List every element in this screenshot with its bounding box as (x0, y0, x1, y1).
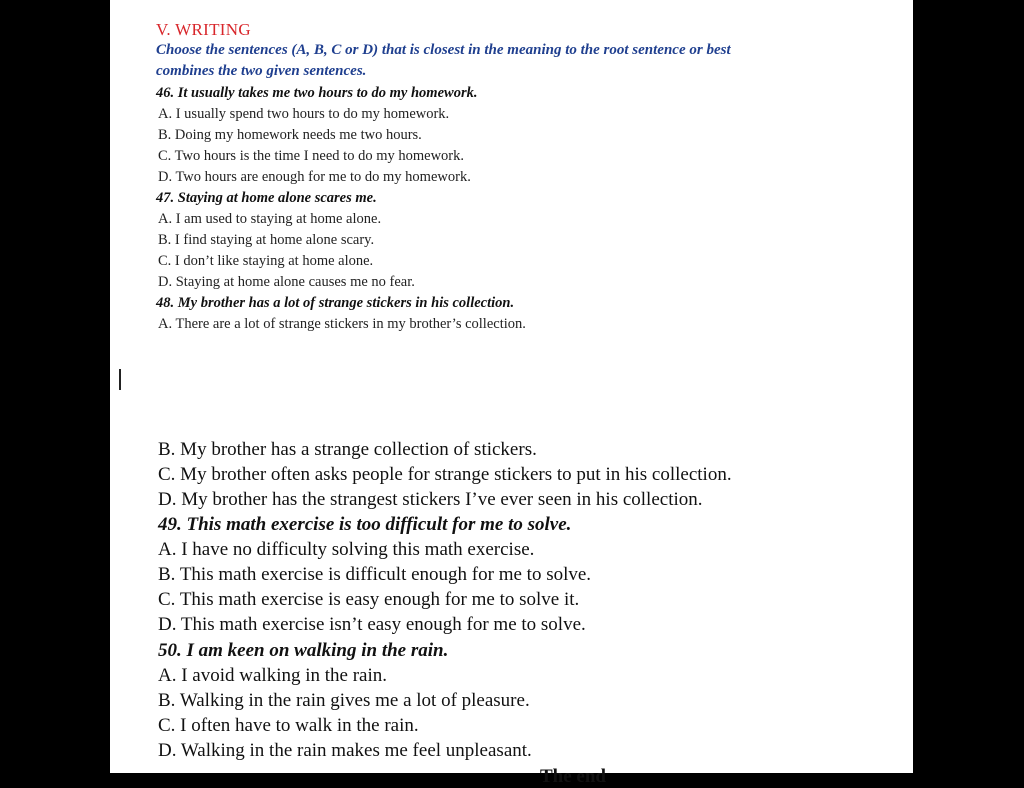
question-49-option-c: C. This math exercise is easy enough for me to solve it. (158, 589, 580, 610)
question-50-prompt: 50. I am keen on walking in the rain. (158, 640, 449, 661)
question-49-option-b: B. This math exercise is difficult enough for me to solve. (158, 564, 592, 585)
question-47-option-d: D. Staying at home alone causes me no fear. (158, 274, 415, 290)
question-48-prompt: 48. My brother has a lot of strange stickers in his collection. (156, 295, 515, 311)
question-46-prompt: 46. It usually takes me two hours to do my homework. (156, 85, 478, 101)
document-page (110, 0, 913, 787)
question-47-prompt: 47. Staying at home alone scares me. (156, 190, 377, 206)
section-title: V. WRITING (156, 20, 251, 39)
question-46-option-a: A. I usually spend two hours to do my homework. (158, 106, 450, 122)
instruction-line-1: Choose the sentences (A, B, C or D) that is closest in the meaning to the root sentence or best (156, 42, 731, 58)
question-48-option-a: A. There are a lot of strange stickers in my brother’s collection. (158, 316, 526, 332)
question-48-option-c: C. My brother often asks people for strange stickers to put in his collection. (158, 464, 732, 485)
question-49-prompt: 49. This math exercise is too difficult for me to solve. (158, 514, 572, 535)
question-47-option-c: C. I don’t like staying at home alone. (158, 253, 374, 269)
question-46-option-d: D. Two hours are enough for me to do my homework. (158, 169, 471, 185)
question-46-option-c: C. Two hours is the time I need to do my homework. (158, 148, 465, 164)
question-46-option-b: B. Doing my homework needs me two hours. (158, 127, 422, 143)
question-47-option-b: B. I find staying at home alone scary. (158, 232, 375, 248)
question-47-option-a: A. I am used to staying at home alone. (158, 211, 382, 227)
question-49-option-d: D. This math exercise isn’t easy enough for me to solve. (158, 614, 586, 635)
question-49-option-a: A. I have no difficulty solving this math exercise. (158, 539, 535, 560)
cut-off-text: The end (540, 766, 606, 787)
question-50-option-d: D. Walking in the rain makes me feel unpleasant. (158, 740, 532, 761)
question-50-option-b: B. Walking in the rain gives me a lot of pleasure. (158, 690, 530, 711)
question-50-option-a: A. I avoid walking in the rain. (158, 665, 388, 686)
instruction-line-2: combines the two given sentences. (156, 63, 367, 79)
question-48-option-b: B. My brother has a strange collection of stickers. (158, 439, 537, 460)
question-50-option-c: C. I often have to walk in the rain. (158, 715, 419, 736)
question-48-option-d: D. My brother has the strangest stickers I’ve ever seen in his collection. (158, 489, 703, 510)
text-cursor (119, 369, 121, 390)
